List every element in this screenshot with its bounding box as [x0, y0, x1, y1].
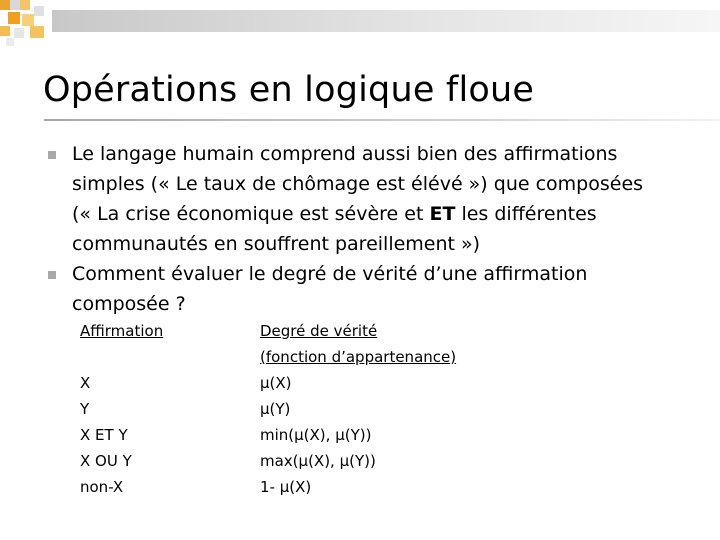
affirmation-header: Affirmation: [80, 322, 164, 340]
bold-keyword: ET: [429, 203, 456, 225]
orange-square-decoration: [0, 26, 10, 36]
affirmation-column: [80, 318, 163, 500]
title-underline: [44, 119, 720, 121]
degree-column: [260, 318, 456, 500]
orange-square-decoration: [0, 0, 10, 10]
degree-cell: max(μ(X), μ(Y)): [260, 452, 376, 470]
affirmation-cell: X ET Y: [80, 426, 128, 444]
slide-header-decoration: [0, 0, 720, 60]
bullet-line: composée ?: [72, 293, 186, 315]
orange-square-decoration: [8, 12, 20, 24]
orange-square-decoration: [20, 0, 30, 10]
affirmation-cell: Y: [80, 400, 90, 418]
gray-square-decoration: [6, 38, 14, 46]
gray-square-decoration: [14, 28, 24, 38]
slide-title: Opérations en logique floue: [43, 70, 535, 110]
bullet-line: communautés en souffrent pareillement »): [72, 233, 481, 255]
bullet-line: Le langage humain comprend aussi bien des affirmations: [72, 143, 618, 165]
orange-square-decoration: [22, 14, 34, 26]
degree-header-subtitle: (fonction d’appartenance): [260, 348, 457, 366]
bullet-list: [46, 139, 686, 319]
affirmation-cell: X OU Y: [80, 452, 132, 470]
degree-cell: 1- μ(X): [260, 478, 312, 496]
bullet-line: les différentes: [455, 203, 597, 225]
gray-square-decoration: [34, 6, 44, 16]
degree-cell: μ(X): [260, 374, 292, 392]
orange-square-decoration: [30, 26, 44, 38]
gray-square-decoration: [10, 0, 20, 10]
degree-cell: μ(Y): [260, 400, 291, 418]
bullet-item: [46, 259, 686, 319]
header-bar: [52, 10, 720, 32]
bullet-line: Comment évaluer le degré de vérité d’une affirmation: [72, 263, 588, 285]
affirmation-cell: non-X: [80, 478, 124, 496]
square-bullet-icon: [48, 151, 56, 159]
bullet-line: simples (« Le taux de chômage est élévé ») que composées: [72, 173, 644, 195]
affirmation-cell: X: [80, 374, 91, 392]
bullet-line: (« La crise économique est sévère et: [72, 203, 430, 225]
degree-cell: min(μ(X), μ(Y)): [260, 426, 372, 444]
bullet-item: [46, 139, 686, 259]
square-bullet-icon: [48, 271, 56, 279]
degree-header: Degré de vérité: [260, 322, 378, 340]
